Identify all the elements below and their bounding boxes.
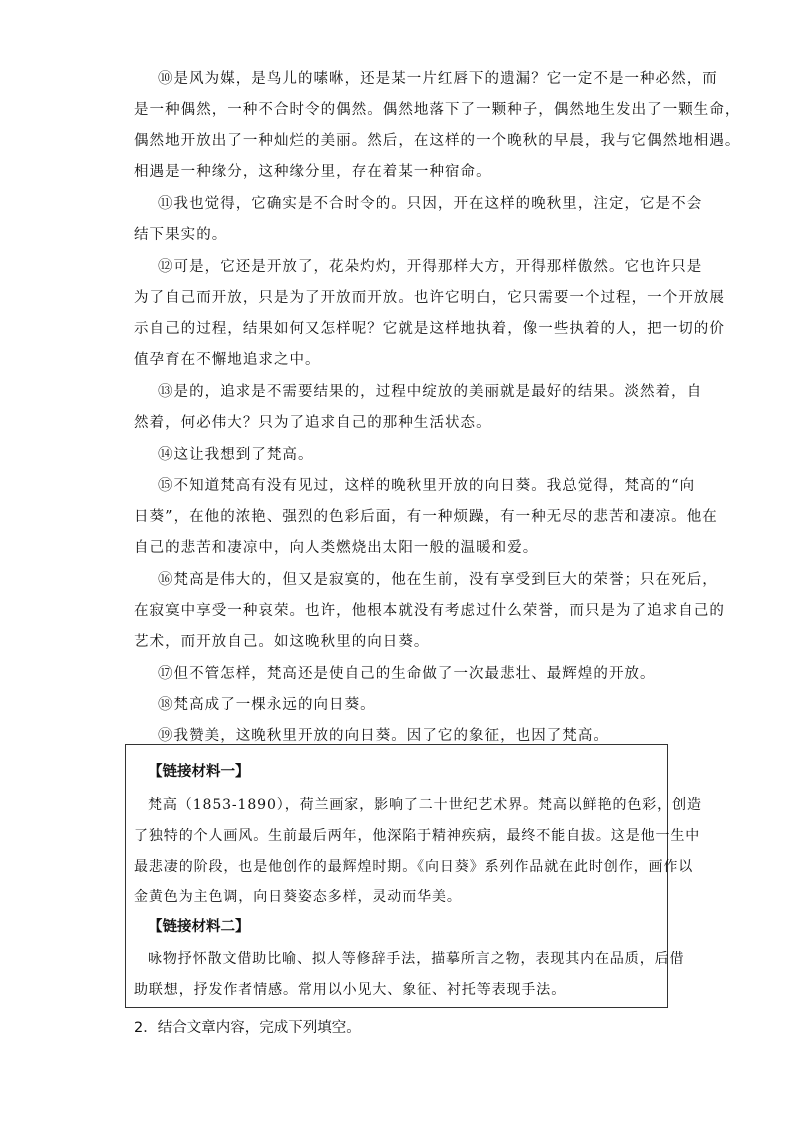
text-line: ⑲我赞美，这晚秋里开放的向日葵。因了它的象征，也因了梵高。 bbox=[158, 728, 609, 744]
text-line: 示自己的过程，结果如何又怎样呢？它就是这样地执着，像一些执着的人，把一切的价 bbox=[134, 321, 725, 337]
text-line: 结下果实的。 bbox=[134, 227, 228, 243]
text-line: 在寂寞中享受一种哀荣。也许，他根本就没有考虑过什么荣誉，而只是为了追求自己的 bbox=[134, 603, 725, 619]
text-line: ⑮不知道梵高有没有见过，这样的晚秋里开放的向日葵。我总觉得，梵高的“向 bbox=[158, 478, 696, 494]
text-line: ⑰但不管怎样，梵高还是使自己的生命做了一次最悲壮、最辉煌的开放。 bbox=[158, 666, 656, 682]
text-line: 日葵”，在他的浓艳、强烈的色彩后面，有一种烦躁，有一种无尽的悲苦和凄凉。他在 bbox=[134, 509, 718, 525]
text-line: 然着，何必伟大？只为了追求自己的那种生活状态。 bbox=[134, 415, 492, 431]
question-2: 2．结合文章内容，完成下列填空。 bbox=[134, 1020, 361, 1036]
text-line: 金黄色为主色调，向日葵姿态多样，灵动而华美。 bbox=[134, 889, 462, 905]
text-line: ⑭这让我想到了梵高。 bbox=[158, 447, 314, 463]
text-line: 咏物抒怀散文借助比喻、拟人等修辞手法，描摹所言之物，表现其内在品质，后借 bbox=[148, 951, 685, 967]
text-line: ⑬是的，追求是不需要结果的，过程中绽放的美丽就是最好的结果。淡然着，自 bbox=[158, 384, 703, 400]
text-line: ⑪我也觉得，它确实是不合时令的。只因，开在这样的晚秋里，注定，它是不会 bbox=[158, 196, 703, 212]
text-line: 是一种偶然，一种不合时令的偶然。偶然地落下了一颗种子，偶然地生发出了一颗生命， bbox=[134, 102, 741, 118]
text-line: ⑩是风为媒，是鸟儿的嗉咻，还是某一片红唇下的遗漏？它一定不是一种必然，而 bbox=[158, 71, 718, 87]
text-line: 了独特的个人画风。生前最后两年，他深陷于精神疾病，最终不能自拔。这是他一生中 bbox=[134, 828, 701, 844]
text-line: ⑱梵高成了一棵永远的向日葵。 bbox=[158, 697, 376, 713]
text-line: 自己的悲苦和凄凉中，向人类燃烧出太阳一般的温暖和爱。 bbox=[134, 540, 539, 556]
text-line: 梵高（1853-1890），荷兰画家，影响了二十世纪艺术界。梵高以鲜艳的色彩，创造 bbox=[148, 797, 702, 813]
link-material-2-title: 【链接材料二】 bbox=[148, 919, 250, 935]
text-line: 最悲凄的阶段，也是他创作的最辉煌时期。《向日葵》系列作品就在此时创作，画作以 bbox=[134, 859, 694, 875]
text-line: 偶然地开放出了一种灿烂的美丽。然后，在这样的一个晚秋的早晨，我与它偶然地相遇。 bbox=[134, 133, 741, 149]
text-line: ⑯梵高是伟大的，但又是寂寞的，他在生前，没有享受到巨大的荣誉；只在死后， bbox=[158, 572, 718, 588]
text-line: 助联想，抒发作者情感。常用以小见大、象征、衬托等表现手法。 bbox=[134, 982, 567, 998]
link-materials-box bbox=[125, 744, 668, 1008]
text-line: 艺术，而开放自己。如这晚秋里的向日葵。 bbox=[134, 634, 430, 650]
text-line: 相遇是一种缘分，这种缘分里，存在着某一种宿命。 bbox=[134, 164, 492, 180]
text-line: 值孕育在不懈地追求之中。 bbox=[134, 352, 321, 368]
link-material-1-title: 【链接材料一】 bbox=[148, 764, 250, 780]
text-line: 为了自己而开放，只是为了开放而开放。也许它明白，它只需要一个过程，一个开放展 bbox=[134, 290, 725, 306]
text-line: ⑫可是，它还是开放了，花朵灼灼，开得那样大方，开得那样傲然。它也许只是 bbox=[158, 259, 703, 275]
